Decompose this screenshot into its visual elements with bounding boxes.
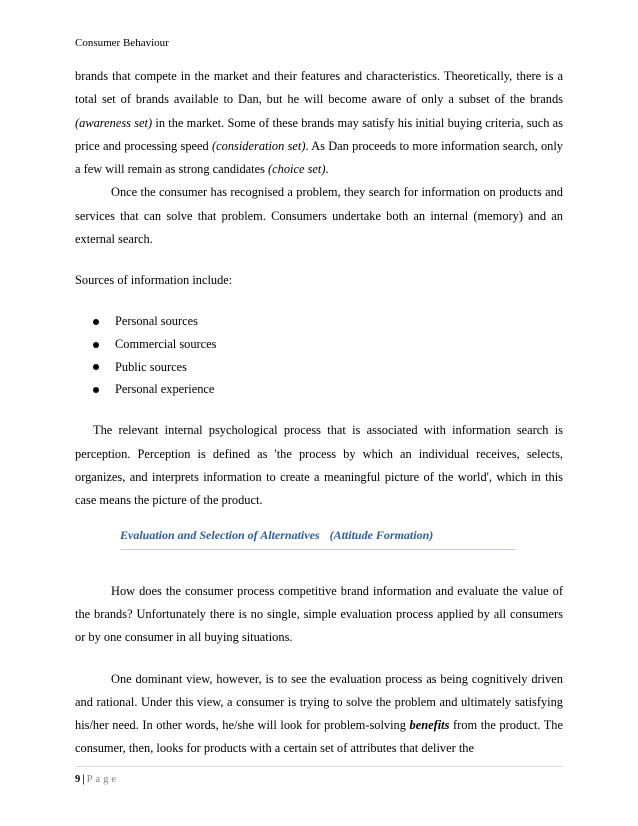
list-item (93, 333, 563, 356)
paragraph-evaluation-question: How does the consumer process competitive brand information and evaluate the value of the brands? Unfortunately there is no single, simple evaluation process applied by all consumers or by one consumer in all buying situations. (75, 583, 563, 645)
spacer (75, 293, 563, 311)
bullet-icon (93, 319, 99, 325)
section-heading-subtitle: (Attitude Formation) (329, 527, 434, 542)
section-heading (120, 527, 516, 543)
spacer (75, 401, 563, 419)
list-item (93, 311, 563, 334)
list-item-label: Personal sources (115, 314, 198, 329)
term-awareness-set: (awareness set) (75, 115, 153, 130)
bullet-icon (93, 364, 99, 370)
emphasis-benefits: benefits (409, 718, 450, 733)
paragraph-brand-sets-text-3: . As Dan proceeds to more information search, only a few will remain as strong candidates (75, 138, 563, 177)
list-item-label: Personal experience (115, 382, 215, 397)
paragraph-perception: The relevant internal psychological process that is associated with information search is perception. Perception is defined as 'the process by which an individual receives, selects, organizes, and interprets information to create a meaningful picture of the world', which in this case means the picture of the product. (75, 423, 563, 508)
term-choice-set: (choice set) (268, 162, 326, 177)
list-item-label: Commercial sources (115, 337, 217, 352)
list-item (93, 356, 563, 379)
bullet-icon (93, 387, 99, 393)
paragraph-dominant-view (75, 668, 563, 761)
sources-intro: Sources of information include: (75, 273, 233, 288)
paragraph-brand-sets-text-2: in the market. Some of these brands may satisfy his initial buying criteria, such as price and processing speed (75, 115, 563, 153)
paragraph-dominant-view-text-1: One dominant view, however, is to see the evaluation process as being cognitively driven and rational. Under this view, a consumer is trying to solve the problem and ultimately satisfying his/her need. In other words, he/she will look for problem-solving (75, 671, 563, 733)
spacer (75, 650, 563, 668)
footer-separator: | (82, 774, 85, 785)
sources-list (93, 311, 563, 402)
page-label: Page (86, 774, 119, 785)
list-item-label: Public sources (115, 359, 187, 374)
term-consideration-set: (consideration set) (212, 138, 306, 153)
bullet-icon (93, 342, 99, 348)
paragraph-brand-sets-text-4: . (325, 162, 329, 177)
page-number: 9 (75, 774, 81, 785)
page-content (75, 65, 563, 761)
paragraph-brand-sets (75, 65, 563, 181)
paragraph-information-search: Once the consumer has recognised a problem, they search for information on products and services that can solve that problem. Consumers undertake both an internal (memory) and an external search. (75, 185, 563, 247)
page-footer (75, 766, 563, 787)
paragraph-brand-sets-text-1: brands that compete in the market and their features and characteristics. Theoretically, there is a total set of brands available to Dan, but he will become aware of only a subset of the brands (75, 69, 563, 107)
running-header: Consumer Behaviour (75, 37, 169, 49)
list-item (93, 379, 563, 402)
section-heading-rule (120, 527, 516, 550)
paragraph-dominant-view-text-2: from the product. The consumer, then, looks for products with a certain set of attributes that deliver the (75, 718, 563, 756)
spacer (75, 513, 563, 527)
spacer (75, 251, 563, 269)
section-heading-title: Evaluation and Selection of Alternatives (120, 527, 320, 542)
